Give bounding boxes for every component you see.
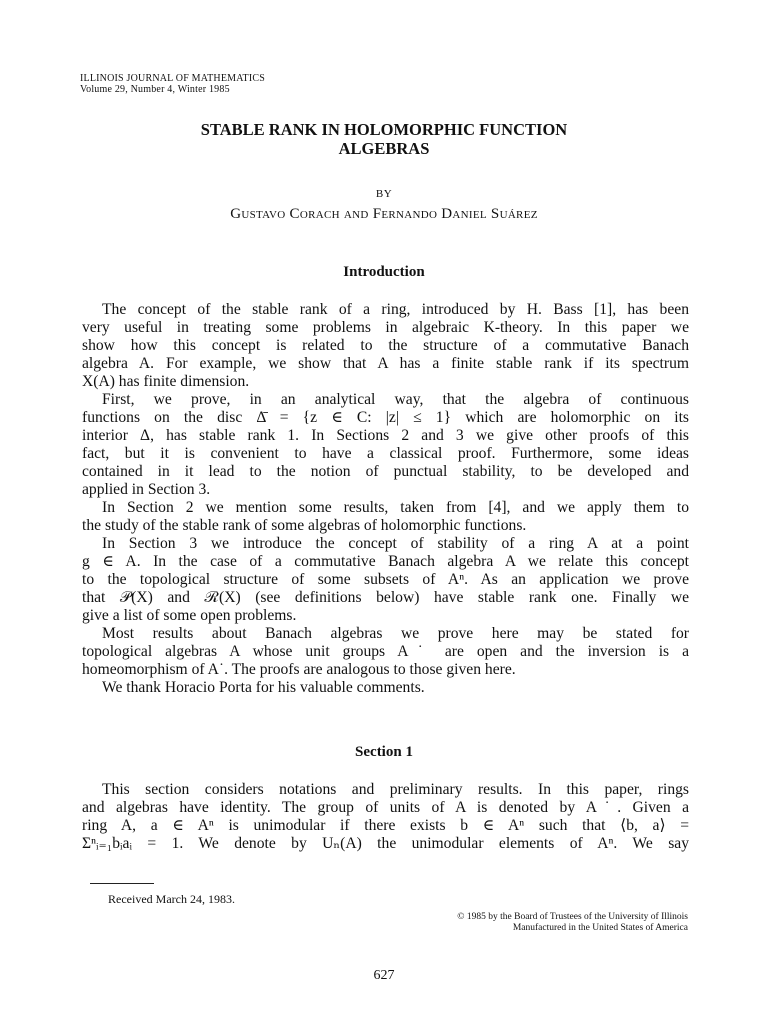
paragraph-line: ring A, a ∈ Aⁿ is unimodular if there exists b ∈ Aⁿ such that ⟨b, a⟩ = — [82, 817, 689, 834]
paragraph-line: give a list of some open problems. — [82, 607, 297, 624]
paragraph-line: algebra A. For example, we show that A has a finite stable rank if its spectrum — [82, 355, 689, 372]
paragraph-line: Σⁿᵢ₌₁bᵢaᵢ = 1. We denote by Uₙ(A) the unimodular elements of Aⁿ. We say — [82, 835, 689, 852]
paragraph-line: fact, but it is convenient to have a classical proof. Furthermore, some ideas — [82, 445, 689, 462]
paper-title-line-1: STABLE RANK IN HOLOMORPHIC FUNCTION — [200, 120, 568, 139]
copyright-notice — [457, 912, 688, 934]
paragraph-line: In Section 3 we introduce the concept of stability of a ring A at a point — [102, 535, 689, 552]
paragraph-line: contained in it lead to the notion of punctual stability, to be developed and — [82, 463, 689, 480]
paragraph-line: very useful in treating some problems in algebraic K-theory. In this paper we — [82, 319, 689, 336]
paragraph-line: g ∈ A. In the case of a commutative Banach algebra A we relate this concept — [82, 553, 689, 570]
introduction-body — [82, 301, 689, 697]
paragraph-line: to the topological structure of some subsets of Aⁿ. As an application we prove — [82, 571, 689, 588]
paragraph-line: First, we prove, in an analytical way, that the algebra of continuous — [102, 391, 689, 408]
paragraph-line: interior Δ, has stable rank 1. In Sections 2 and 3 we give other proofs of this — [82, 427, 689, 444]
paragraph-line: X(A) has finite dimension. — [82, 373, 250, 390]
paper-title — [0, 120, 768, 158]
paragraph-line: This section considers notations and preliminary results. In this paper, rings — [102, 781, 689, 798]
paragraph-line: and algebras have identity. The group of units of A is denoted by A˙. Given a — [82, 799, 689, 816]
page-number: 627 — [373, 968, 395, 983]
paragraph-line: The concept of the stable rank of a ring, introduced by H. Bass [1], has been — [102, 301, 689, 318]
paper-title-line-2: ALGEBRAS — [338, 139, 430, 158]
journal-name: ILLINOIS JOURNAL OF MATHEMATICS — [80, 73, 265, 84]
paragraph-line: homeomorphism of A˙. The proofs are analogous to those given here. — [82, 661, 516, 678]
footnote-divider — [90, 883, 154, 884]
introduction-heading: Introduction — [343, 264, 425, 280]
paragraph-line: show how this concept is related to the structure of a commutative Banach — [82, 337, 689, 354]
journal-header — [80, 73, 265, 95]
paragraph-line: In Section 2 we mention some results, taken from [4], and we apply them to — [102, 499, 689, 516]
copyright-line-2: Manufactured in the United States of America — [512, 923, 688, 933]
section-1-heading: Section 1 — [355, 744, 413, 760]
copyright-line-1: © 1985 by the Board of Trustees of the University of Illinois — [457, 912, 688, 922]
paragraph-line: functions on the disc Δ̄ = {z ∈ C: |z| ≤ 1} which are holomorphic on its — [82, 409, 689, 426]
section-1-body — [82, 781, 689, 853]
journal-volume: Volume 29, Number 4, Winter 1985 — [80, 84, 230, 95]
by-line: BY — [375, 188, 393, 200]
paragraph-line: topological algebras A whose unit groups A˙ are open and the inversion is a — [82, 643, 689, 660]
received-date: Received March 24, 1983. — [108, 892, 235, 906]
paragraph-line: that 𝒫(X) and ℛ(X) (see definitions below) have stable rank one. Finally we — [82, 589, 689, 606]
paragraph-line: Most results about Banach algebras we prove here may be stated for — [102, 625, 689, 642]
paragraph-line: the study of the stable rank of some algebras of holomorphic functions. — [82, 517, 527, 534]
authors: Gustavo Corach and Fernando Daniel Suárez — [230, 206, 538, 222]
paragraph-line: applied in Section 3. — [82, 481, 211, 498]
paragraph-line: We thank Horacio Porta for his valuable comments. — [102, 679, 425, 696]
